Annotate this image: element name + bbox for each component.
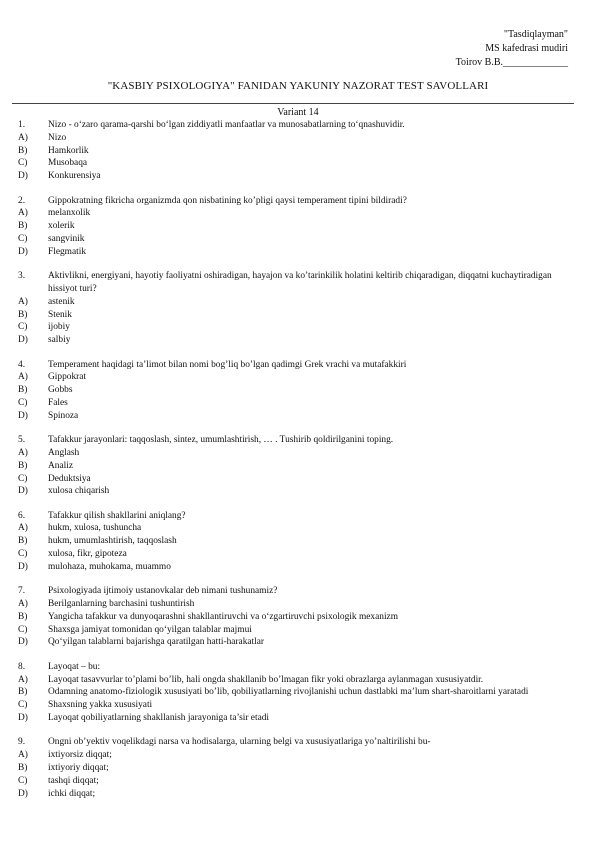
option-label: C) (18, 158, 28, 169)
option-label: D) (18, 335, 28, 346)
option-label: C) (18, 473, 28, 484)
option-label: C) (18, 775, 28, 786)
option-text: ixtiyorsiz diqqat; (48, 750, 112, 761)
option-text: Odamning anatomo-fiziologik xususiyati bo’lib, qobiliyatlarning rivojlanishi uchun dastlabki ma’lum shart-sharoitlarni yaratadi (48, 687, 529, 698)
question-block (18, 585, 574, 649)
option-label: D) (18, 171, 28, 182)
question-block (18, 510, 574, 574)
option-label: A) (18, 750, 28, 761)
question-text: Temperament haqidagi ta’limot bilan nomi bog’liq bo’lgan qadimgi Grek vrachi va mutafakkiri (48, 359, 407, 370)
option-text: xulosa chiqarish (48, 486, 110, 497)
approval-block (456, 28, 568, 70)
question-number: 6. (18, 510, 26, 521)
option-text: xolerik (48, 221, 75, 232)
answer-option (18, 598, 574, 611)
option-text: Flegmatik (48, 246, 87, 257)
question-number: 4. (18, 359, 26, 370)
option-label: D) (18, 410, 28, 421)
option-label: C) (18, 233, 28, 244)
question-text: Tafakkur jarayonlari: taqqoslash, sintez, umumlashtirish, … . Tushirib qoldirilganini toping. (48, 435, 394, 446)
option-text: Analiz (48, 460, 73, 471)
question-row (18, 270, 574, 296)
answer-option (18, 561, 574, 574)
answer-option (18, 674, 574, 687)
option-label: B) (18, 309, 28, 320)
option-text: sangvinik (48, 233, 85, 244)
answer-option (18, 636, 574, 649)
option-label: C) (18, 549, 28, 560)
answer-option (18, 321, 574, 334)
option-text: Fales (48, 397, 68, 408)
option-text: melanxolik (48, 208, 91, 219)
option-text: Deduktsiya (48, 473, 91, 484)
answer-option (18, 207, 574, 220)
option-label: D) (18, 788, 28, 799)
answer-option (18, 157, 574, 170)
question-row (18, 359, 574, 372)
answer-option (18, 447, 574, 460)
option-label: D) (18, 486, 28, 497)
question-text: Aktivlikni, energiyani, hayotiy faoliyatni oshiradigan, hayajon va ko’tarinkilik holatini keltirib chiqaradigan, diqqatni kuchaytiradigan hissiyot turi? (48, 271, 552, 294)
document-title: "KASBIY PSIXOLOGIYA" FANIDAN YAKUNIY NAZORAT TEST SAVOLLARI (107, 80, 489, 92)
answer-option (18, 485, 574, 498)
option-text: Spinoza (48, 410, 79, 421)
option-label: B) (18, 687, 28, 698)
option-label: A) (18, 447, 28, 458)
option-label: A) (18, 372, 28, 383)
question-block (18, 736, 574, 800)
answer-option (18, 309, 574, 322)
question-block (18, 359, 574, 423)
option-text: Gippokrat (48, 372, 87, 383)
option-label: B) (18, 460, 28, 471)
option-text: mulohaza, muhokama, muammo (48, 561, 171, 572)
answer-option (18, 699, 574, 712)
option-label: C) (18, 397, 28, 408)
option-text: hukm, xulosa, tushuncha (48, 523, 142, 534)
option-label: D) (18, 561, 28, 572)
option-label: C) (18, 322, 28, 333)
answer-option (18, 460, 574, 473)
option-label: B) (18, 221, 28, 232)
answer-option (18, 170, 574, 183)
answer-option (18, 775, 574, 788)
option-text: tashqi diqqat; (48, 775, 99, 786)
answer-option (18, 397, 574, 410)
divider (12, 103, 574, 104)
answer-option (18, 762, 574, 775)
question-block (18, 195, 574, 259)
option-label: D) (18, 713, 28, 724)
option-label: A) (18, 296, 28, 307)
option-label: B) (18, 385, 28, 396)
option-text: hukm, umumlashtirish, taqqoslash (48, 536, 177, 547)
answer-option (18, 296, 574, 309)
signature-line: Toirov B.B._____________ (455, 57, 568, 68)
answer-option (18, 686, 574, 699)
question-row (18, 119, 574, 132)
option-label: C) (18, 624, 28, 635)
question-text: Psixologiyada ijtimoiy ustanovkalar deb nimani tushunamiz? (48, 586, 278, 597)
question-block (18, 434, 574, 498)
question-number: 7. (18, 586, 26, 597)
question-text: Ongni ob’yektiv voqelikdagi narsa va hodisalarga, ularning belgi va xususiyatlariga yo’naltirilishi bu- (48, 737, 431, 748)
option-label: D) (18, 637, 28, 648)
answer-option (18, 788, 574, 801)
option-label: A) (18, 599, 28, 610)
option-label: B) (18, 763, 28, 774)
answer-option (18, 145, 574, 158)
question-list (18, 119, 574, 812)
question-number: 5. (18, 435, 26, 446)
option-label: A) (18, 132, 28, 143)
option-text: Hamkorlik (48, 145, 89, 156)
option-text: Nizo (48, 132, 67, 143)
question-number: 9. (18, 737, 26, 748)
department-head-line: MS kafedrasi mudiri (485, 43, 568, 54)
answer-option (18, 371, 574, 384)
answer-option (18, 712, 574, 725)
question-row (18, 585, 574, 598)
approval-line: "Tasdiqlayman" (503, 29, 568, 40)
answer-option (18, 384, 574, 397)
option-label: B) (18, 611, 28, 622)
answer-option (18, 473, 574, 486)
answer-option (18, 334, 574, 347)
question-text: Nizo - o‘zaro qarama-qarshi bo‘lgan ziddiyatli manfaatlar va munosabatlarning to‘qnashuvidir. (48, 120, 405, 130)
option-text: Shaxsning yakka xususiyati (48, 700, 153, 711)
option-label: A) (18, 208, 28, 219)
option-text: Konkurensiya (48, 171, 101, 182)
option-text: salbiy (48, 335, 71, 346)
question-block (18, 661, 574, 725)
option-text: Layoqat qobiliyatlarning shakllanish jarayoniga ta’sir etadi (48, 713, 270, 724)
option-text: Qo‘yilgan talablarni bajarishga qaratilgan hatti-harakatlar (48, 637, 265, 648)
option-text: xulosa, fikr, gipoteza (48, 549, 127, 560)
option-text: Musobaqa (48, 158, 88, 169)
question-number: 2. (18, 195, 26, 206)
option-label: A) (18, 523, 28, 534)
answer-option (18, 522, 574, 535)
option-text: Anglash (48, 447, 80, 458)
question-row (18, 434, 574, 447)
answer-option (18, 246, 574, 259)
answer-option (18, 749, 574, 762)
option-text: Yangicha tafakkur va dunyoqarashni shakllantiruvchi va o‘zgartiruvchi psixologik mexanizm (48, 611, 398, 622)
answer-option (18, 548, 574, 561)
option-text: Berilganlarning barchasini tushuntirish (48, 599, 195, 610)
question-block (18, 270, 574, 347)
option-label: B) (18, 536, 28, 547)
answer-option (18, 624, 574, 637)
option-text: astenik (48, 296, 75, 307)
option-text: ichki diqqat; (48, 788, 96, 799)
question-row (18, 510, 574, 523)
option-label: B) (18, 145, 28, 156)
option-label: A) (18, 674, 28, 685)
variant-label: Variant 14 (277, 107, 319, 118)
question-number: 8. (18, 661, 26, 672)
question-number: 1. (18, 120, 26, 130)
question-row (18, 195, 574, 208)
answer-option (18, 410, 574, 423)
answer-option (18, 220, 574, 233)
question-row (18, 661, 574, 674)
question-text: Gippokratning fikricha organizmda qon nisbatining ko’pligi qaysi temperament tipini bildiradi? (48, 195, 407, 206)
answer-option (18, 535, 574, 548)
option-text: Gobbs (48, 385, 73, 396)
answer-option (18, 132, 574, 145)
option-text: ixtiyoriy diqqat; (48, 763, 109, 774)
question-number: 3. (18, 271, 26, 282)
question-block (18, 119, 574, 183)
option-text: ijobiy (48, 322, 70, 333)
option-label: C) (18, 700, 28, 711)
option-text: Layoqat tasavvurlar to’plami bo’lib, hali ongda shakllanib bo’lmagan fikr yoki obrazlarga aylanmagan xususiyatdir. (48, 674, 484, 685)
question-text: Tafakkur qilish shakllarini aniqlang? (48, 510, 186, 521)
option-label: D) (18, 246, 28, 257)
question-row (18, 736, 574, 749)
option-text: Stenik (48, 309, 72, 320)
answer-option (18, 611, 574, 624)
question-text: Layoqat – bu: (48, 661, 101, 672)
option-text: Shaxsga jamiyat tomonidan qo‘yilgan talablar majmui (48, 624, 252, 635)
answer-option (18, 233, 574, 246)
